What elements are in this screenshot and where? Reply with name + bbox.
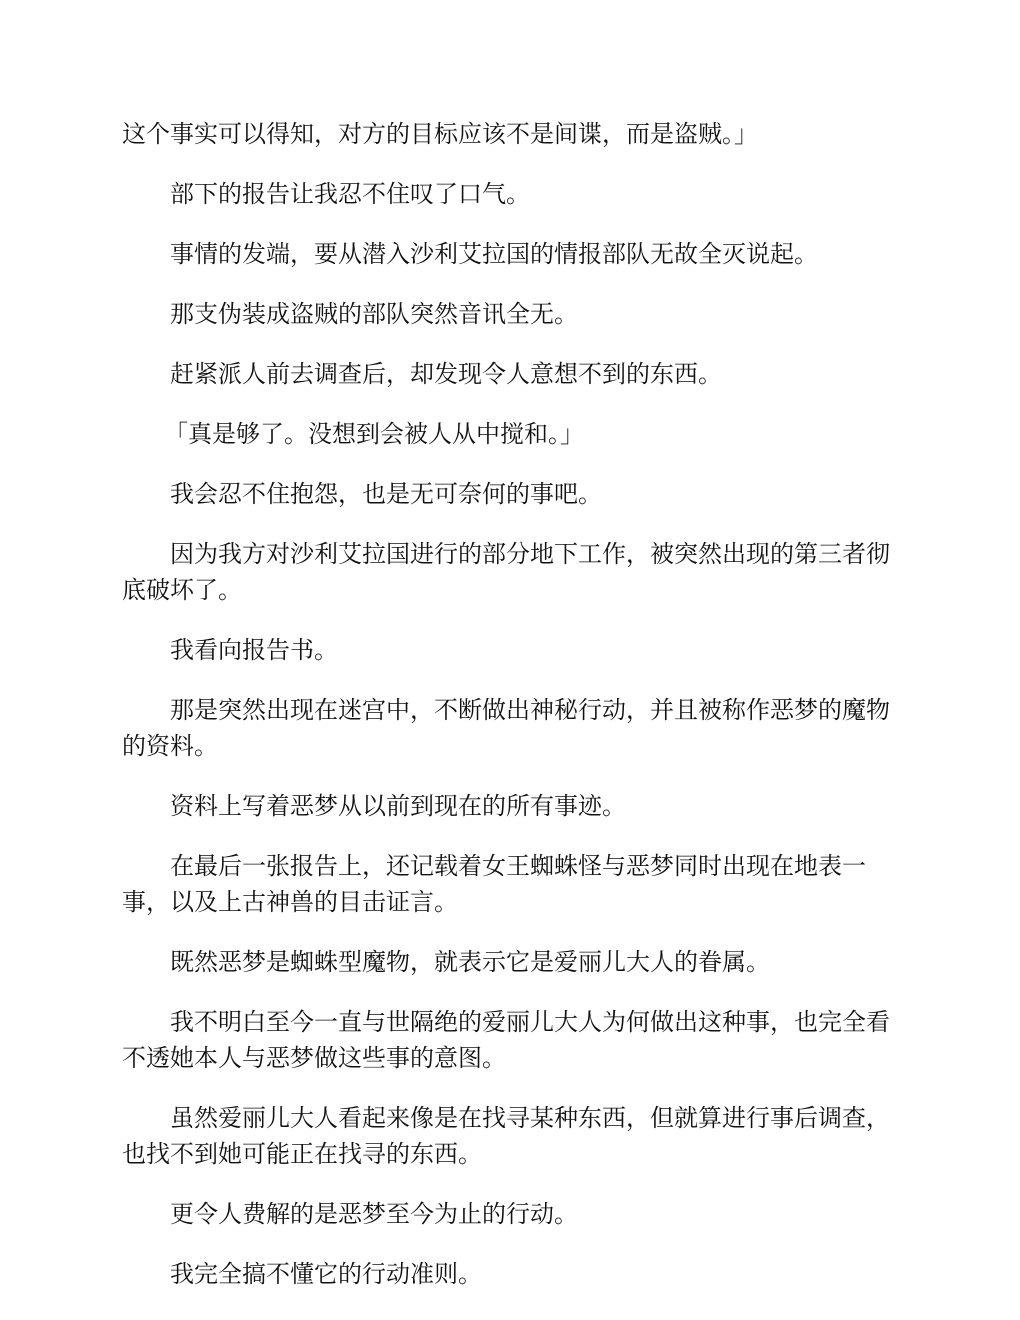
paragraph: 我会忍不住抱怨，也是无可奈何的事吧。 — [170, 480, 602, 508]
paragraph: 我看向报告书。 — [170, 636, 338, 664]
paragraph: 虽然爱丽儿大人看起来像是在找寻某种东西，但就算进行事后调查，也找不到她可能正在找寻的东西。 — [122, 1104, 890, 1168]
paragraph: 因为我方对沙利艾拉国进行的部分地下工作，被突然出现的第三者彻底破坏了。 — [122, 540, 890, 604]
paragraph: 这个事实可以得知，对方的目标应该不是间谍，而是盗贼。」 — [122, 120, 758, 148]
paragraph: 资料上写着恶梦从以前到现在的所有事迹。 — [170, 792, 626, 820]
document-page — [122, 116, 902, 1316]
paragraph: 我不明白至今一直与世隔绝的爱丽儿大人为何做出这种事，也完全看不透她本人与恶梦做这些事的意图。 — [122, 1008, 890, 1072]
paragraph: 既然恶梦是蜘蛛型魔物，就表示它是爱丽儿大人的眷属。 — [170, 948, 770, 976]
paragraph: 「真是够了。没想到会被人从中搅和。」 — [164, 420, 584, 448]
paragraph: 赶紧派人前去调查后，却发现令人意想不到的东西。 — [170, 360, 722, 388]
paragraph: 那支伪装成盗贼的部队突然音讯全无。 — [170, 300, 578, 328]
paragraph: 我完全搞不懂它的行动准则。 — [170, 1260, 482, 1288]
paragraph: 那是突然出现在迷宫中，不断做出神秘行动，并且被称作恶梦的魔物的资料。 — [122, 696, 890, 760]
paragraph: 在最后一张报告上，还记载着女王蜘蛛怪与恶梦同时出现在地表一事，以及上古神兽的目击证言。 — [122, 852, 866, 916]
paragraph: 部下的报告让我忍不住叹了口气。 — [170, 180, 530, 208]
paragraph: 事情的发端，要从潜入沙利艾拉国的情报部队无故全灭说起。 — [170, 240, 818, 268]
paragraph: 更令人费解的是恶梦至今为止的行动。 — [170, 1200, 578, 1228]
